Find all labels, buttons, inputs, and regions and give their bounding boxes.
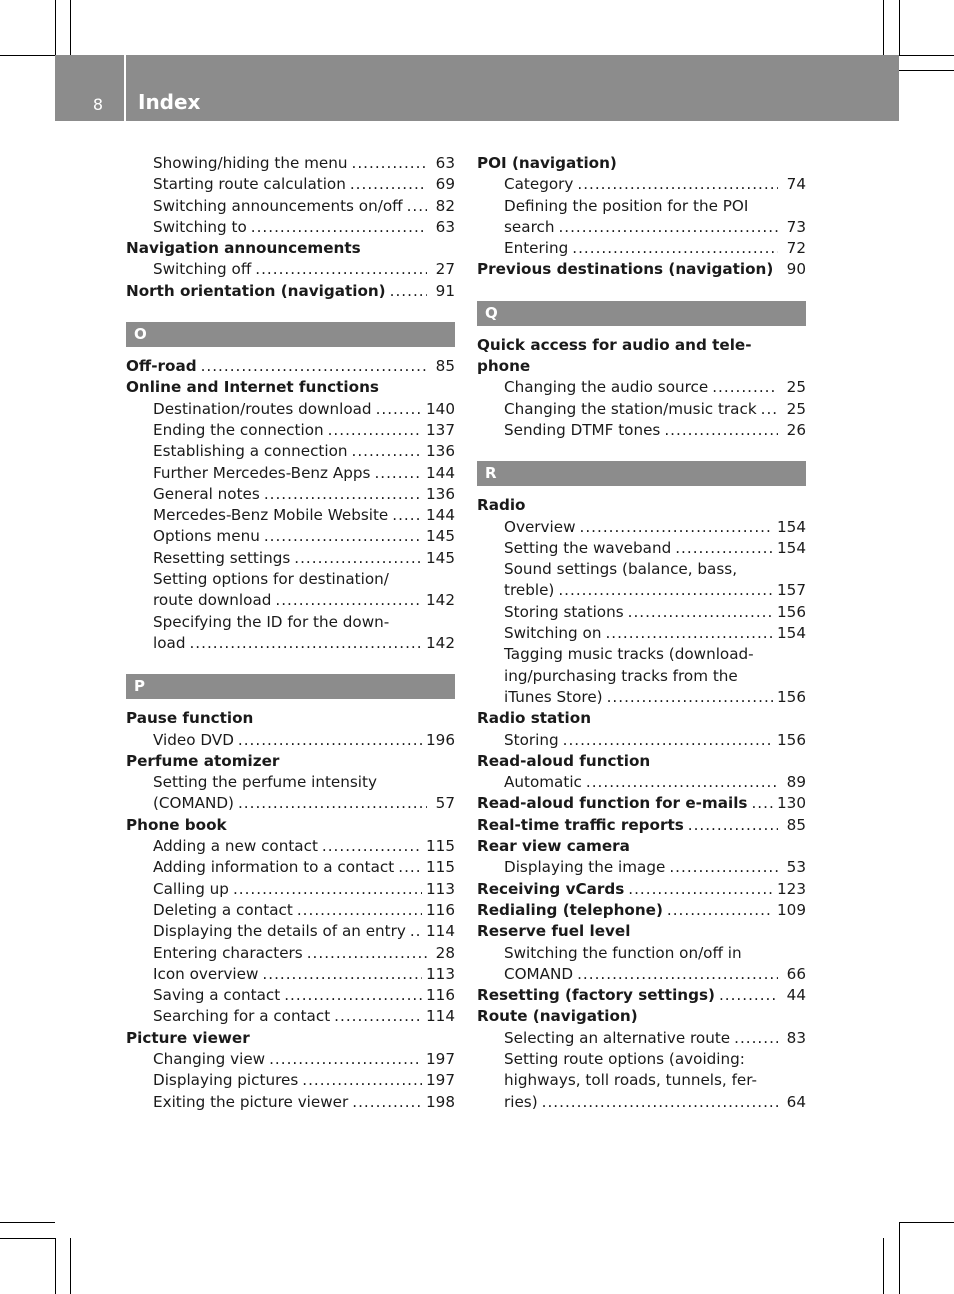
page-ref: 74: [786, 175, 806, 194]
crop-mark: [0, 1238, 55, 1239]
index-subentry: [477, 687, 806, 708]
index-subentry: [126, 730, 455, 751]
entry-text: Setting the waveband: [504, 538, 672, 557]
leader-dots: [675, 538, 773, 559]
leader-dots: [201, 356, 427, 377]
entry-text: Changing view: [153, 1049, 266, 1068]
entry-text: Calling up: [153, 879, 229, 898]
index-subentry: [477, 623, 806, 644]
entry-text: Switching the function on/off in: [504, 943, 742, 962]
section-letter-r: R: [477, 461, 806, 486]
section-letter-p: P: [126, 674, 455, 699]
index-subentry: [477, 174, 806, 195]
leader-dots: [352, 1092, 422, 1113]
crop-mark: [55, 0, 56, 55]
index-subentry: [126, 548, 455, 569]
index-column-left: [126, 153, 455, 1113]
leader-dots: [294, 548, 422, 569]
index-subentry: [126, 259, 455, 280]
index-column-right: [477, 153, 806, 1113]
index-entry: [477, 708, 806, 729]
index-subentry: [477, 399, 806, 420]
index-entry: [126, 281, 455, 302]
index-subentry: [477, 377, 806, 398]
index-entry: [126, 815, 455, 836]
index-entry: [477, 985, 806, 1006]
page-ref: 26: [786, 420, 806, 439]
page-ref: 156: [777, 730, 806, 749]
crop-mark: [899, 1222, 900, 1294]
index-subentry: [126, 526, 455, 547]
entry-text: ries): [504, 1092, 538, 1111]
entry-text: Adding information to a contact: [153, 858, 395, 877]
entry-text: Setting the perfume intensity: [153, 773, 377, 792]
crop-mark: [70, 1238, 71, 1294]
entry-text: Selecting an alternative route: [504, 1028, 731, 1047]
leader-dots: [255, 259, 427, 280]
index-subentry: [126, 420, 455, 441]
index-subentry: [126, 900, 455, 921]
leader-dots: [352, 153, 427, 174]
leader-dots: [269, 1049, 422, 1070]
index-entry: [477, 356, 806, 377]
index-entry: [477, 921, 806, 942]
leader-dots: [307, 943, 427, 964]
page-ref: 140: [426, 399, 455, 418]
page-ref: 142: [426, 633, 455, 652]
leader-dots: [374, 463, 422, 484]
index-subentry: [477, 1092, 806, 1113]
entry-text: Perfume atomizer: [126, 751, 280, 770]
index-entry: [477, 259, 806, 280]
leader-dots: [712, 377, 778, 398]
index-entry: [126, 238, 455, 259]
leader-dots: [542, 1092, 778, 1113]
entry-text: Entering: [504, 239, 569, 258]
page-ref: 89: [786, 773, 806, 792]
index-subentry: [126, 505, 455, 526]
entry-text: Options menu: [153, 527, 260, 546]
leader-dots: [563, 730, 773, 751]
index-subentry: [477, 559, 806, 580]
entry-text: Picture viewer: [126, 1028, 250, 1047]
page-ref: 82: [435, 196, 455, 215]
entry-text: Switching announcements on/off: [153, 196, 403, 215]
index-subentry: [126, 772, 455, 793]
leader-dots: [238, 730, 422, 751]
entry-text: Sound settings (balance, bass,: [504, 560, 738, 579]
entry-text: iTunes Store): [504, 687, 603, 706]
entry-text: Changing the station/music track: [504, 399, 757, 418]
page-ref: 63: [435, 217, 455, 236]
index-entry: [477, 751, 806, 772]
page-ref: 154: [777, 517, 806, 536]
index-subentry: [477, 964, 806, 985]
leader-dots: [577, 174, 778, 195]
index-subentry: [126, 964, 455, 985]
entry-text: Mercedes-Benz Mobile Website: [153, 506, 389, 525]
index-subentry: [477, 1070, 806, 1091]
index-subentry: [477, 580, 806, 601]
leader-dots: [407, 196, 427, 217]
index-entry: [126, 1028, 455, 1049]
entry-text: Setting options for destination/: [153, 570, 389, 589]
leader-dots: [189, 633, 422, 654]
leader-dots: [390, 281, 427, 302]
leader-dots: [392, 505, 422, 526]
entry-text: treble): [504, 581, 555, 600]
index-entry: [477, 879, 806, 900]
leader-dots: [761, 399, 778, 420]
entry-text: Rear view camera: [477, 837, 630, 856]
leader-dots: [667, 900, 773, 921]
leader-dots: [233, 879, 422, 900]
entry-text: Showing/hiding the menu: [153, 154, 348, 172]
entry-text: Phone book: [126, 815, 227, 834]
entry-text: load: [153, 633, 186, 652]
crop-mark: [899, 1222, 954, 1223]
index-subentry: [477, 772, 806, 793]
entry-text: Switching to: [153, 217, 247, 236]
index-entry: [477, 1006, 806, 1027]
index-subentry: [126, 463, 455, 484]
page-ref: 25: [786, 378, 806, 397]
page-ref: 28: [435, 943, 455, 962]
leader-dots: [751, 793, 773, 814]
index-subentry: [477, 644, 806, 665]
crop-mark: [883, 1238, 884, 1294]
entry-text: Further Mercedes-Benz Apps: [153, 463, 371, 482]
leader-dots: [275, 590, 422, 611]
entry-text: Tagging music tracks (download-: [504, 645, 754, 664]
page-ref: 113: [426, 964, 455, 983]
index-subentry: [477, 1028, 806, 1049]
entry-text: Defining the position for the POI: [504, 196, 749, 215]
page-ref: 144: [426, 463, 455, 482]
entry-text: Read-aloud function: [477, 751, 651, 770]
page-ref: 154: [777, 538, 806, 557]
entry-text: Switching off: [153, 260, 252, 279]
page-ref: 130: [777, 794, 806, 813]
index-entry: [477, 495, 806, 516]
page-ref: 27: [435, 260, 455, 279]
entry-text: Displaying the details of an entry: [153, 922, 406, 941]
index-subentry: [126, 633, 455, 654]
entry-text: Deleting a contact: [153, 900, 293, 919]
leader-dots: [328, 420, 422, 441]
entry-text: Overview: [504, 517, 576, 536]
page-ref: 69: [435, 175, 455, 194]
page-ref: 198: [426, 1092, 455, 1111]
section-letter-q: Q: [477, 301, 806, 326]
leader-dots: [607, 687, 773, 708]
entry-text: route download: [153, 591, 272, 610]
page-ref: 90: [786, 260, 806, 279]
index-subentry: [126, 857, 455, 878]
page-ref: 145: [426, 548, 455, 567]
page-ref: 116: [426, 986, 455, 1005]
page-ref: 142: [426, 591, 455, 610]
page-ref: 25: [786, 399, 806, 418]
entry-text: Video DVD: [153, 730, 234, 749]
entry-text: Switching on: [504, 624, 602, 643]
index-subentry: [126, 1092, 455, 1113]
entry-text: Exiting the picture viewer: [153, 1092, 349, 1111]
entry-text: General notes: [153, 484, 260, 503]
leader-dots: [586, 772, 778, 793]
index-subentry: [477, 217, 806, 238]
page-ref: 63: [435, 154, 455, 172]
page-ref: 44: [786, 986, 806, 1005]
leader-dots: [580, 517, 773, 538]
page-ref: 123: [777, 879, 806, 898]
entry-text: ing/purchasing tracks from the: [504, 666, 738, 685]
index-subentry: [126, 612, 455, 633]
index-subentry: [126, 1070, 455, 1091]
leader-dots: [669, 857, 778, 878]
index-subentry: [477, 538, 806, 559]
index-subentry: [126, 1049, 455, 1070]
index-subentry: [477, 238, 806, 259]
page-ref: 115: [426, 837, 455, 856]
page-ref: 113: [426, 879, 455, 898]
page-ref: 64: [786, 1092, 806, 1111]
index-subentry: [126, 590, 455, 611]
leader-dots: [605, 623, 773, 644]
index-subentry: [126, 836, 455, 857]
index-subentry: [477, 666, 806, 687]
entry-text: Online and Internet functions: [126, 378, 379, 397]
leader-dots: [628, 879, 773, 900]
entry-text: Icon overview: [153, 964, 259, 983]
entry-text: Resetting settings: [153, 548, 291, 567]
index-subentry: [477, 517, 806, 538]
leader-dots: [284, 985, 422, 1006]
crop-mark: [899, 55, 954, 56]
leader-dots: [238, 793, 427, 814]
index-entry: [477, 900, 806, 921]
entry-text: Previous destinations (navigation): [477, 260, 774, 279]
index-subentry: [477, 420, 806, 441]
entry-text: Starting route calculation: [153, 175, 346, 194]
entry-text: Storing stations: [504, 602, 624, 621]
page-ref: 136: [426, 442, 455, 461]
page-ref: 72: [786, 239, 806, 258]
entry-text: Destination/routes download: [153, 399, 372, 418]
leader-dots: [350, 174, 427, 195]
entry-text: Establishing a connection: [153, 442, 348, 461]
leader-dots: [251, 217, 427, 238]
leader-dots: [572, 238, 778, 259]
crop-mark: [899, 70, 954, 71]
leader-dots: [628, 602, 773, 623]
entry-text: Specifying the ID for the down-: [153, 612, 390, 631]
leader-dots: [334, 1006, 422, 1027]
index-subentry: [477, 602, 806, 623]
entry-text: POI (navigation): [477, 154, 617, 172]
index-subentry: [126, 174, 455, 195]
page-ref: 114: [426, 1007, 455, 1026]
entry-text: Adding a new contact: [153, 837, 318, 856]
index-subentry: [126, 569, 455, 590]
index-subentry: [126, 943, 455, 964]
entry-text: Displaying the image: [504, 858, 666, 877]
index-subentry: [126, 921, 455, 942]
index-subentry: [477, 1049, 806, 1070]
index-subentry: [126, 1006, 455, 1027]
page-ref: 73: [786, 217, 806, 236]
entry-text: Read-aloud function for e-mails: [477, 794, 748, 813]
index-subentry: [126, 484, 455, 505]
entry-text: (COMAND): [153, 794, 234, 813]
crop-mark: [899, 0, 900, 55]
leader-dots: [398, 857, 422, 878]
page-ref: 114: [426, 922, 455, 941]
index-subentry: [126, 196, 455, 217]
entry-text: Radio: [477, 496, 526, 515]
entry-text: Pause function: [126, 709, 254, 728]
index-subentry: [126, 985, 455, 1006]
entry-text: Radio station: [477, 709, 592, 728]
entry-text: Displaying pictures: [153, 1071, 299, 1090]
leader-dots: [558, 580, 773, 601]
index-entry: [477, 335, 806, 356]
index-subentry: [477, 196, 806, 217]
entry-text: Category: [504, 175, 574, 194]
entry-text: Receiving vCards: [477, 879, 625, 898]
entry-text: Setting route options (avoiding:: [504, 1049, 745, 1068]
entry-text: Searching for a contact: [153, 1007, 331, 1026]
page-ref: 116: [426, 900, 455, 919]
index-subentry: [126, 441, 455, 462]
index-entry: [126, 377, 455, 398]
entry-text: Saving a contact: [153, 986, 281, 1005]
index-entry: [477, 793, 806, 814]
entry-text: Navigation announcements: [126, 239, 361, 258]
index-entry: [126, 708, 455, 729]
page-ref: 156: [777, 602, 806, 621]
page-ref: 197: [426, 1049, 455, 1068]
page-ref: 85: [435, 357, 455, 376]
entry-text: Route (navigation): [477, 1007, 638, 1026]
page-ref: 197: [426, 1071, 455, 1090]
leader-dots: [664, 420, 778, 441]
leader-dots: [734, 1028, 778, 1049]
page-title: Index: [138, 90, 201, 114]
entry-text: North orientation (navigation): [126, 281, 386, 300]
leader-dots: [264, 484, 422, 505]
page-ref: 85: [786, 815, 806, 834]
index-subentry: [477, 943, 806, 964]
leader-dots: [302, 1070, 422, 1091]
page-ref: 136: [426, 484, 455, 503]
page-ref: 53: [786, 858, 806, 877]
page-ref: 196: [426, 730, 455, 749]
page-ref: 109: [777, 900, 806, 919]
entry-text: Reserve fuel level: [477, 922, 631, 941]
page-ref: 144: [426, 506, 455, 525]
crop-mark: [0, 1222, 55, 1223]
entry-text: Storing: [504, 730, 559, 749]
page-ref: 137: [426, 420, 455, 439]
page-ref: 157: [777, 581, 806, 600]
entry-text: Resetting (factory settings): [477, 986, 715, 1005]
page-ref: 83: [786, 1028, 806, 1047]
page-ref: 91: [435, 281, 455, 300]
leader-dots: [777, 259, 778, 280]
index-subentry: [477, 730, 806, 751]
leader-dots: [719, 985, 778, 1006]
page-number: 8: [92, 95, 104, 114]
section-letter-o: O: [126, 322, 455, 347]
index-entry: [126, 751, 455, 772]
entry-text: Quick access for audio and tele-: [477, 335, 752, 354]
page-ref: 154: [777, 624, 806, 643]
entry-text: highways, toll roads, tunnels, fer-: [504, 1071, 758, 1090]
leader-dots: [376, 399, 422, 420]
leader-dots: [688, 815, 778, 836]
leader-dots: [352, 441, 422, 462]
index-subentry: [477, 857, 806, 878]
index-subentry: [126, 217, 455, 238]
entry-text: Entering characters: [153, 943, 303, 962]
leader-dots: [558, 217, 778, 238]
index-subentry: [126, 793, 455, 814]
index-entry: [477, 836, 806, 857]
crop-mark: [0, 55, 55, 56]
index-subentry: [126, 153, 455, 174]
leader-dots: [577, 964, 778, 985]
leader-dots: [322, 836, 422, 857]
index-entry: [477, 153, 806, 174]
leader-dots: [264, 526, 422, 547]
page-ref: 156: [777, 687, 806, 706]
entry-text: COMAND: [504, 964, 574, 983]
entry-text: Changing the audio source: [504, 378, 709, 397]
page-ref: 145: [426, 527, 455, 546]
index-subentry: [126, 399, 455, 420]
entry-text: Off-road: [126, 357, 197, 376]
entry-text: phone: [477, 357, 531, 376]
header-divider: [124, 55, 126, 121]
leader-dots: [410, 921, 422, 942]
entry-text: Ending the connection: [153, 420, 324, 439]
index-entry: [477, 815, 806, 836]
page-ref: 66: [786, 964, 806, 983]
leader-dots: [297, 900, 422, 921]
entry-text: Automatic: [504, 773, 582, 792]
entry-text: Redialing (telephone): [477, 900, 663, 919]
entry-text: search: [504, 217, 555, 236]
index-subentry: [126, 879, 455, 900]
crop-mark: [55, 1238, 56, 1294]
entry-text: Sending DTMF tones: [504, 420, 661, 439]
index-entry: [126, 356, 455, 377]
entry-text: Real-time traffic reports: [477, 815, 684, 834]
leader-dots: [262, 964, 422, 985]
page-ref: 115: [426, 858, 455, 877]
page-ref: 57: [435, 794, 455, 813]
